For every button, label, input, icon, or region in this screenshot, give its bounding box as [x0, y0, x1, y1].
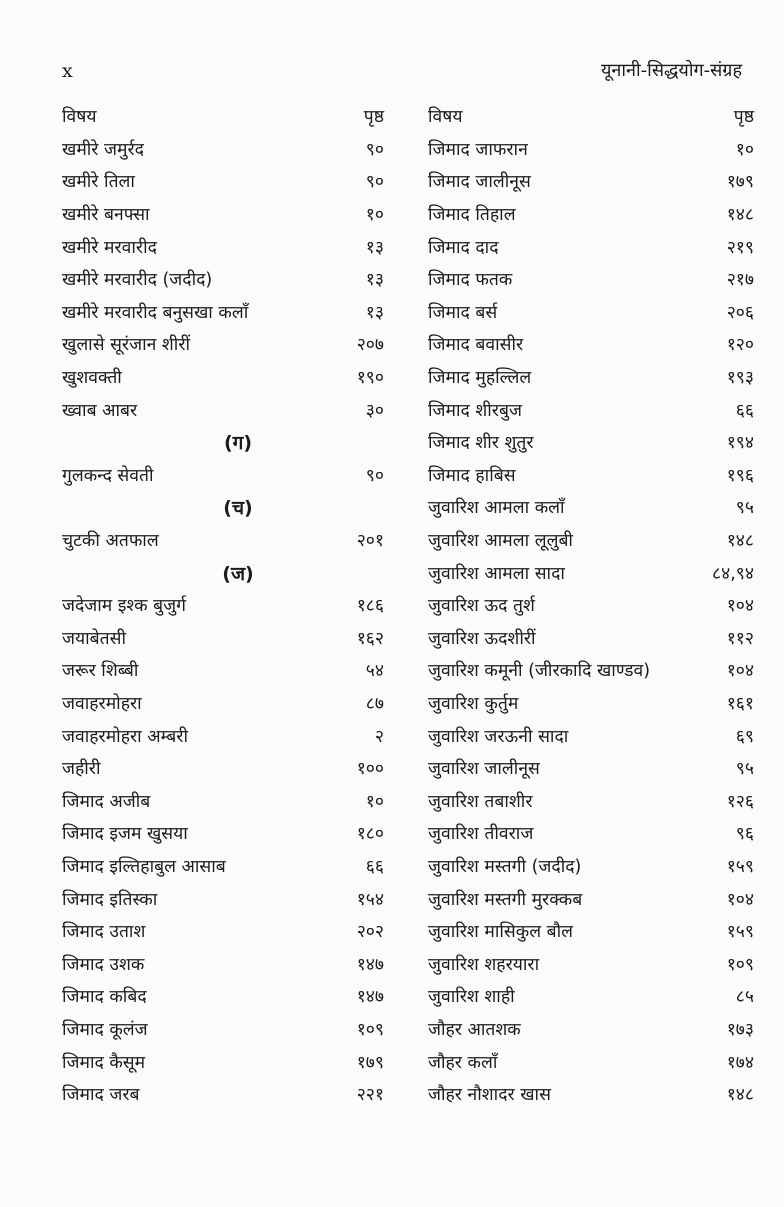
- entry-page: १८६: [356, 596, 384, 617]
- entry-name: जिमाद शीरबुज: [428, 400, 522, 421]
- entry-page: १५४: [356, 889, 384, 910]
- entry-name: जिमाद हाबिस: [428, 465, 516, 486]
- entry-page: २०२: [356, 922, 384, 943]
- index-entry: [62, 393, 384, 426]
- entry-name: जरूर शिब्बी: [62, 661, 139, 682]
- entry-page: १६१: [726, 693, 754, 714]
- entry-page: १९३: [726, 368, 754, 389]
- index-entry: [62, 165, 384, 198]
- index-entry: [62, 296, 384, 329]
- entry-name: ख्वाब आबर: [62, 400, 138, 421]
- index-entry: [428, 589, 754, 622]
- index-entry: [428, 784, 754, 817]
- entry-name: जौहर नौशादर खास: [428, 1085, 551, 1106]
- index-entry: [428, 622, 754, 655]
- entry-page: २१७: [726, 270, 754, 291]
- entry-page: १०९: [356, 1019, 384, 1040]
- entry-page: १३: [365, 270, 384, 291]
- entry-name: जिमाद इजम खुसया: [62, 824, 188, 845]
- entry-name: जुवारिश आमला सादा: [428, 563, 565, 584]
- page-header-label: पृष्ठ: [363, 107, 384, 128]
- entry-page: १०९: [726, 954, 754, 975]
- entry-name: जिमाद अजीब: [62, 791, 151, 812]
- entry-name: जिमाद मुहल्लिल: [428, 368, 532, 389]
- index-entry: [428, 230, 754, 263]
- page-header-label: पृष्ठ: [733, 107, 754, 128]
- entry-name: जुवारिश शहरयारा: [428, 954, 540, 975]
- entry-page: १७४: [726, 1052, 754, 1073]
- index-entry: [62, 687, 384, 720]
- index-entry: [428, 654, 754, 687]
- entry-name: जवाहरमोहरा अम्बरी: [62, 726, 188, 747]
- entry-page: १७९: [726, 172, 754, 193]
- entry-name: जिमाद इल्तिहाबुल आसाब: [62, 856, 226, 877]
- entry-name: जदेजाम इश्क बुजुर्ग: [62, 596, 186, 617]
- entry-page: १४८: [726, 1085, 754, 1106]
- entry-name: जहीरी: [62, 759, 101, 780]
- section-heading: (ज): [222, 562, 254, 585]
- index-entry: [62, 1078, 384, 1111]
- index-entries-right: [428, 133, 754, 1111]
- index-entry: [62, 198, 384, 231]
- index-entry: [62, 524, 384, 557]
- index-entry: [62, 817, 384, 850]
- running-title: यूनानी-सिद्धयोग-संग्रह: [600, 60, 742, 81]
- entry-page: १५९: [726, 922, 754, 943]
- index-entry: [428, 165, 754, 198]
- index-entry: [62, 230, 384, 263]
- entry-name: जिमाद कूलंज: [62, 1019, 148, 1040]
- entry-name: जिमाद शीर शुतुर: [428, 433, 534, 454]
- index-entry: [428, 459, 754, 492]
- entry-page: १३: [365, 237, 384, 258]
- column-header: [62, 100, 384, 133]
- entry-name: जयाबेतसी: [62, 628, 126, 649]
- entry-page: १०: [735, 139, 754, 160]
- entry-page: ९५: [735, 498, 754, 519]
- entry-page: २: [374, 726, 384, 747]
- entry-page: ९०: [365, 172, 384, 193]
- entry-name: जिमाद जरब: [62, 1085, 140, 1106]
- entry-page: २०६: [726, 302, 754, 323]
- entry-name: जुवारिश मस्तगी (जदीद): [428, 856, 582, 877]
- entry-name: जुवारिश शाही: [428, 987, 515, 1008]
- entry-name: जिमाद कबिद: [62, 987, 147, 1008]
- index-entry: [428, 947, 754, 980]
- entry-name: जिमाद जालीनूस: [428, 172, 531, 193]
- entry-name: जुवारिश तीवराज: [428, 824, 534, 845]
- entry-name: खमीरे तिला: [62, 172, 135, 193]
- index-entry: [62, 980, 384, 1013]
- entry-page: १४७: [356, 954, 384, 975]
- entry-page: २१९: [726, 237, 754, 258]
- entry-name: जिमाद उशक: [62, 954, 145, 975]
- page-header: [60, 58, 742, 88]
- index-entry: [62, 654, 384, 687]
- index-entry: [62, 784, 384, 817]
- index-entry: [62, 263, 384, 296]
- entry-name: जिमाद कैसूम: [62, 1052, 146, 1073]
- entry-name: जिमाद बवासीर: [428, 335, 524, 356]
- entry-page: ९६: [735, 824, 754, 845]
- entry-page: २०१: [356, 531, 384, 552]
- index-entry: [62, 622, 384, 655]
- entry-name: गुलकन्द सेवती: [62, 465, 154, 486]
- entry-name: चुटकी अतफाल: [62, 531, 159, 552]
- index-entry: [62, 361, 384, 394]
- entry-name: जुवारिश कमूनी (जीरकादि खाण्डव): [428, 661, 651, 682]
- index-entry: [428, 915, 754, 948]
- index-entry: [62, 1045, 384, 1078]
- entry-name: जुवारिश मासिकुल बौल: [428, 922, 574, 943]
- entry-name: खमीरे मरवारीद: [62, 237, 157, 258]
- index-entry: [62, 328, 384, 361]
- index-entry: [62, 1013, 384, 1046]
- entry-page: १२६: [726, 791, 754, 812]
- index-entry: [62, 850, 384, 883]
- entry-name: जिमाद तिहाल: [428, 205, 516, 226]
- index-entry: [62, 133, 384, 166]
- entry-page: ११२: [726, 628, 754, 649]
- entry-page: १४८: [726, 205, 754, 226]
- entry-page: १९४: [726, 433, 754, 454]
- index-entry: [428, 393, 754, 426]
- entry-name: जौहर आतशक: [428, 1019, 521, 1040]
- entry-page: १०: [365, 205, 384, 226]
- entry-page: १२०: [726, 335, 754, 356]
- entry-page: १९६: [726, 465, 754, 486]
- entry-name: जवाहरमोहरा: [62, 693, 142, 714]
- subject-header: विषय: [428, 107, 463, 128]
- entry-page: २०७: [356, 335, 384, 356]
- entry-page: १०४: [726, 661, 754, 682]
- index-entry: [62, 915, 384, 948]
- entry-name: जुवारिश आमला लूलुबी: [428, 531, 573, 552]
- entry-page: १०४: [726, 596, 754, 617]
- entry-page: १०: [365, 791, 384, 812]
- entry-page: १०४: [726, 889, 754, 910]
- entry-page: २२१: [356, 1085, 384, 1106]
- index-entry: [428, 1013, 754, 1046]
- index-entry: [428, 328, 754, 361]
- entry-page: १७३: [726, 1019, 754, 1040]
- entry-page: १७९: [356, 1052, 384, 1073]
- entry-page: ८७: [365, 693, 384, 714]
- entry-name: जुवारिश तबाशीर: [428, 791, 533, 812]
- entry-name: खमीरे मरवारीद बनुसखा कलाँ: [62, 302, 249, 323]
- index-entry: [428, 882, 754, 915]
- entry-name: जिमाद फतक: [428, 270, 513, 291]
- entry-name: जिमाद बर्स: [428, 302, 498, 323]
- entry-name: जिमाद दाद: [428, 237, 499, 258]
- page-number: x: [62, 60, 73, 82]
- index-entry: [62, 589, 384, 622]
- entry-page: १००: [356, 759, 384, 780]
- entry-page: ९०: [365, 465, 384, 486]
- entry-page: ३०: [365, 400, 384, 421]
- index-column-right: [428, 100, 754, 1110]
- index-entries-left: [62, 133, 384, 1111]
- entry-page: १४८: [726, 531, 754, 552]
- entry-page: ८४,९४: [712, 563, 754, 584]
- index-entry: [428, 263, 754, 296]
- entry-page: ६६: [735, 400, 754, 421]
- entry-name: खुलासे सूरंजान शीरीं: [62, 335, 191, 356]
- index-entry: [428, 491, 754, 524]
- section-heading: (च): [223, 497, 253, 520]
- index-entry: [428, 719, 754, 752]
- index-entry: [428, 524, 754, 557]
- index-entry: [62, 882, 384, 915]
- entry-page: १६२: [356, 628, 384, 649]
- entry-name: जुवारिश मस्तगी मुरक्कब: [428, 889, 583, 910]
- index-entry: [428, 687, 754, 720]
- entry-page: ८५: [735, 987, 754, 1008]
- entry-page: ६६: [365, 856, 384, 877]
- entry-page: १५९: [726, 856, 754, 877]
- entry-name: जिमाद उताश: [62, 922, 146, 943]
- entry-page: ९०: [365, 139, 384, 160]
- index-entry: [428, 850, 754, 883]
- index-entry: [428, 198, 754, 231]
- index-entry: [428, 296, 754, 329]
- index-entry: [428, 752, 754, 785]
- index-entry: [428, 133, 754, 166]
- entry-name: जुवारिश जालीनूस: [428, 759, 540, 780]
- entry-page: ५४: [365, 661, 384, 682]
- index-entry: [428, 556, 754, 589]
- index-entry: [62, 719, 384, 752]
- entry-name: खमीरे जमुर्रद: [62, 139, 144, 160]
- index-entry: [428, 426, 754, 459]
- index-column-left: [62, 100, 384, 1110]
- entry-name: खमीरे बनफ्सा: [62, 205, 150, 226]
- entry-page: १८०: [356, 824, 384, 845]
- entry-name: जुवारिश कुर्तुम: [428, 693, 519, 714]
- index-entry: [62, 947, 384, 980]
- index-entry: [62, 752, 384, 785]
- entry-page: ६९: [735, 726, 754, 747]
- index-entry: [428, 980, 754, 1013]
- entry-name: खमीरे मरवारीद (जदीद): [62, 270, 213, 291]
- entry-page: १९०: [356, 368, 384, 389]
- entry-page: ९५: [735, 759, 754, 780]
- entry-name: जिमाद इतिस्का: [62, 889, 158, 910]
- entry-name: जुवारिश ऊदशीरीं: [428, 628, 536, 649]
- entry-name: जिमाद जाफरान: [428, 139, 528, 160]
- entry-name: जौहर कलाँ: [428, 1052, 498, 1073]
- index-entry: [428, 1045, 754, 1078]
- entry-name: जुवारिश ऊद तुर्श: [428, 596, 535, 617]
- entry-name: खुशवक्ती: [62, 368, 122, 389]
- section-heading: (ग): [223, 432, 253, 455]
- index-entry: [428, 361, 754, 394]
- entry-page: १३: [365, 302, 384, 323]
- column-header: [428, 100, 754, 133]
- entry-name: जुवारिश जरऊनी सादा: [428, 726, 569, 747]
- subject-header: विषय: [62, 107, 97, 128]
- entry-name: जुवारिश आमला कलाँ: [428, 498, 565, 519]
- index-entry: [62, 459, 384, 492]
- index-entry: [428, 1078, 754, 1111]
- entry-page: १४७: [356, 987, 384, 1008]
- index-entry: [428, 817, 754, 850]
